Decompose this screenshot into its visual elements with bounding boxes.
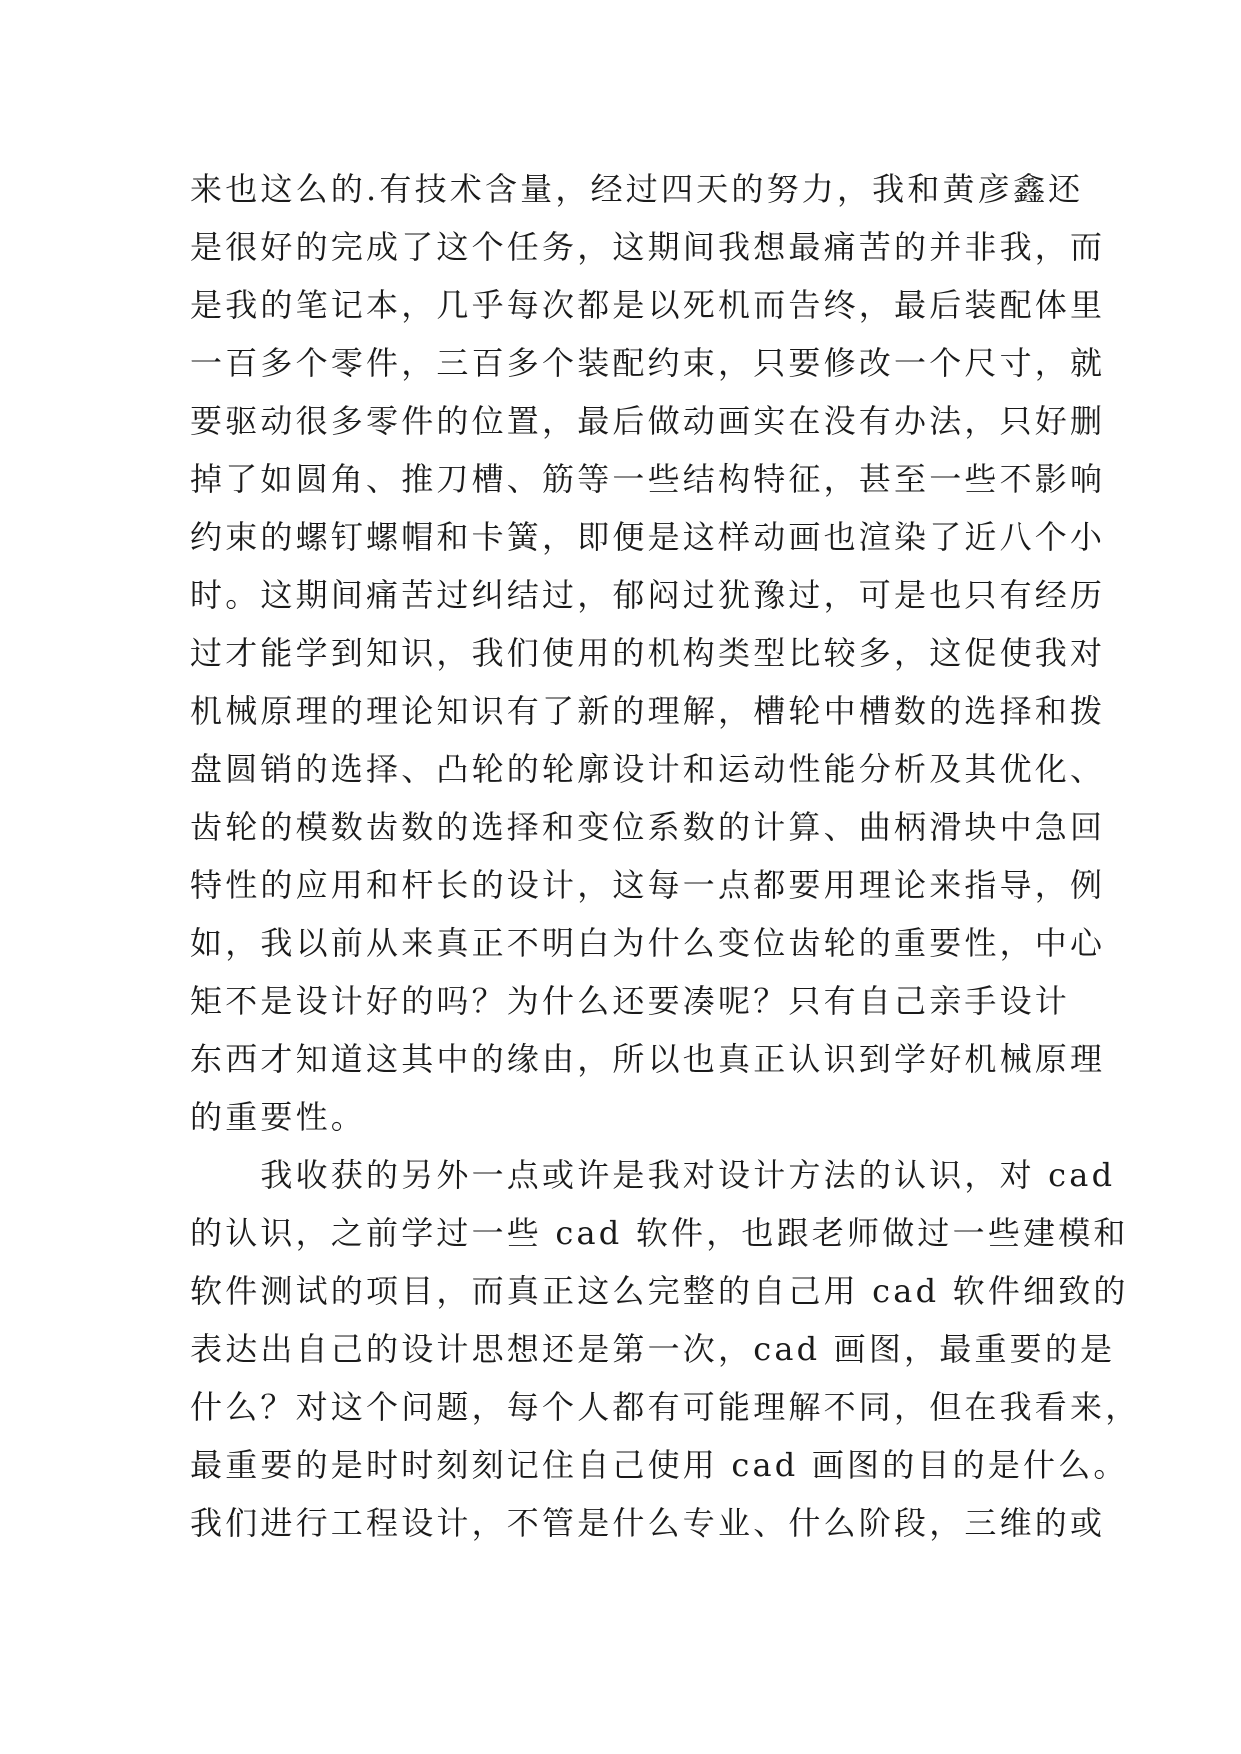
text-line: 一百多个零件，三百多个装配约束，只要修改一个尺寸，就 <box>190 344 1106 382</box>
text-line: 机械原理的理论知识有了新的理解，槽轮中槽数的选择和拨 <box>190 692 1106 730</box>
text-line: 是我的笔记本，几乎每次都是以死机而告终，最后装配体里 <box>190 286 1106 324</box>
text-line: 什么？对这个问题，每个人都有可能理解不同，但在我看来， <box>190 1388 1141 1426</box>
text-line: 过才能学到知识，我们使用的机构类型比较多，这促使我对 <box>190 634 1106 672</box>
text-line: 的认识，之前学过一些 cad 软件，也跟老师做过一些建模和 <box>190 1214 1129 1252</box>
text-line: 掉了如圆角、推刀槽、筋等一些结构特征，甚至一些不影响 <box>190 460 1106 498</box>
text-line: 来也这么的.有技术含量，经过四天的努力，我和黄彦鑫还 <box>190 170 1084 208</box>
text-line: 我收获的另外一点或许是我对设计方法的认识，对 cad <box>190 1156 1116 1194</box>
text-line: 东西才知道这其中的缘由，所以也真正认识到学好机械原理 <box>190 1040 1106 1078</box>
text-line: 软件测试的项目，而真正这么完整的自己用 cad 软件细致的 <box>190 1272 1129 1310</box>
text-line: 我们进行工程设计，不管是什么专业、什么阶段，三维的或 <box>190 1504 1106 1542</box>
text-line: 表达出自己的设计思想还是第一次，cad 画图，最重要的是 <box>190 1330 1116 1368</box>
text-line: 齿轮的模数齿数的选择和变位系数的计算、曲柄滑块中急回 <box>190 808 1106 846</box>
text-line: 最重要的是时时刻刻记住自己使用 cad 画图的目的是什么。 <box>190 1446 1129 1484</box>
body-text <box>190 160 1141 1552</box>
text-line: 的重要性。 <box>190 1098 367 1136</box>
text-line: 盘圆销的选择、凸轮的轮廓设计和运动性能分析及其优化、 <box>190 750 1106 788</box>
text-line: 是很好的完成了这个任务，这期间我想最痛苦的并非我，而 <box>190 228 1106 266</box>
text-line: 矩不是设计好的吗？为什么还要凑呢？只有自己亲手设计 <box>190 982 1071 1020</box>
text-line: 约束的螺钉螺帽和卡簧，即便是这样动画也渲染了近八个小 <box>190 518 1106 556</box>
text-line: 时。这期间痛苦过纠结过，郁闷过犹豫过，可是也只有经历 <box>190 576 1106 614</box>
text-line: 特性的应用和杆长的设计，这每一点都要用理论来指导，例 <box>190 866 1106 904</box>
text-line: 要驱动很多零件的位置，最后做动画实在没有办法，只好删 <box>190 402 1106 440</box>
text-line: 如，我以前从来真正不明白为什么变位齿轮的重要性，中心 <box>190 924 1106 962</box>
